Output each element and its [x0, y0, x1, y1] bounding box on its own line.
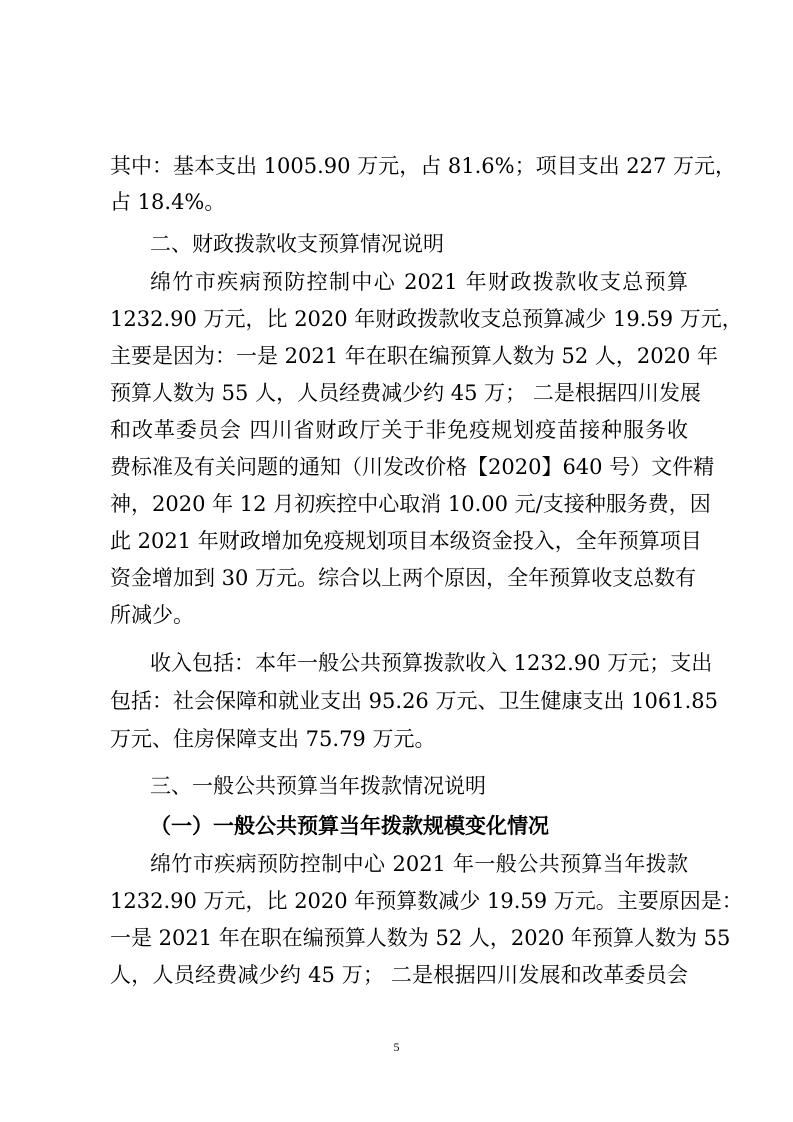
text-line: 包括：社会保障和就业支出 95.26 万元、卫生健康支出 1061.85 — [110, 689, 718, 713]
text-line: 万元、住房保障支出 75.79 万元。 — [110, 727, 436, 751]
text-line: 此 2021 年财政增加免疫规划项目本级资金投入，全年预算项目 — [110, 529, 702, 553]
text-line: 收入包括：本年一般公共预算拨款收入 1232.90 万元；支出 — [150, 651, 713, 675]
section-heading: 二、财政拨款收支预算情况说明 — [150, 232, 444, 256]
text-line: 费标准及有关问题的通知（川发改价格【2020】640 号）文件精 — [110, 455, 715, 479]
text-line: 占 18.4%。 — [110, 190, 226, 214]
text-line: 主要是因为：一是 2021 年在职在编预算人数为 52 人，2020 年 — [110, 344, 718, 368]
text-line: 1232.90 万元，比 2020 年预算数减少 19.59 万元。主要原因是： — [110, 889, 743, 913]
text-line: 人，人员经费减少约 45 万； 二是根据四川发展和改革委员会 — [110, 963, 688, 987]
text-line: 1232.90 万元，比 2020 年财政拨款收支总预算减少 19.59 万元， — [110, 307, 743, 331]
text-line: 所减少。 — [110, 603, 194, 627]
text-line: 资金增加到 30 万元。综合以上两个原因，全年预算收支总数有 — [110, 566, 697, 590]
text-line: 和改革委员会 四川省财政厅关于非免疫规划疫苗接种服务收 — [110, 418, 688, 442]
page-number: 5 — [393, 1040, 400, 1054]
text-line: 神，2020 年 12 月初疾控中心取消 10.00 元/支接种服务费，因 — [110, 492, 711, 516]
text-line: 其中：基本支出 1005.90 万元，占 81.6%；项目支出 227 万元， — [110, 154, 737, 178]
text-line: 绵竹市疾病预防控制中心 2021 年财政拨款收支总预算 — [150, 270, 688, 294]
section-heading: 三、一般公共预算当年拨款情况说明 — [150, 774, 486, 798]
subsection-heading: （一）一般公共预算当年拨款规模变化情况 — [150, 813, 549, 838]
text-line: 一是 2021 年在职在编预算人数为 52 人，2020 年预算人数为 55 — [110, 926, 731, 950]
text-line: 预算人数为 55 人，人员经费减少约 45 万； 二是根据四川发展 — [110, 381, 701, 405]
text-line: 绵竹市疾病预防控制中心 2021 年一般公共预算当年拨款 — [150, 852, 688, 876]
